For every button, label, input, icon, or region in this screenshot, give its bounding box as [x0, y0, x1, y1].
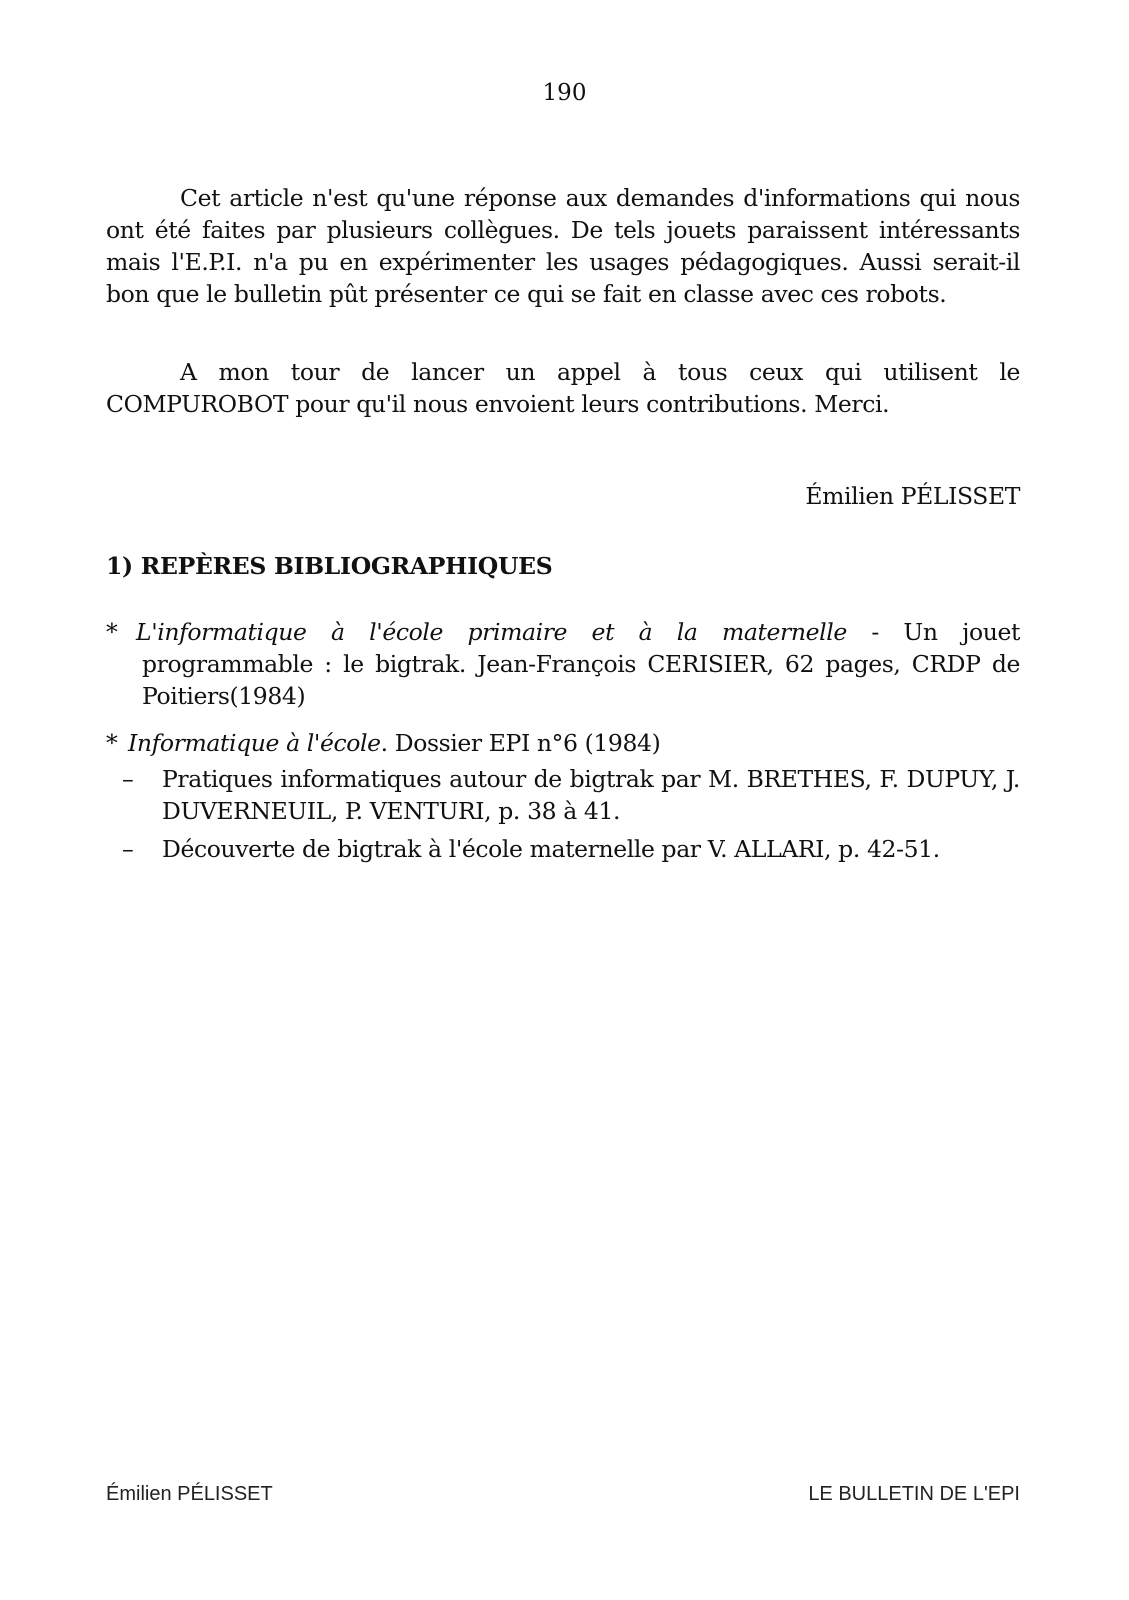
paragraph-text: Cet article n'est qu'une réponse aux demandes d'informations qui nous ont été faites par plusieurs collègues. De tels jouets paraissent intéressants mais l'E.P.I. n'a pu en expérimenter les usages pédagogiques. Aussi serait-il bon que le bulletin pût présenter ce qui se fait en classe avec ces robots. — [106, 184, 1020, 308]
signature: Émilien PÉLISSET — [805, 482, 1020, 510]
reference-title: Informatique à l'école — [128, 729, 381, 757]
sub-item-2 — [106, 833, 1020, 865]
reference-title: L'informatique à l'école primaire et à la maternelle — [136, 618, 847, 646]
footer-author: Émilien PÉLISSET — [106, 1483, 273, 1505]
reference-1 — [106, 616, 1020, 712]
paragraph-2 — [106, 356, 1020, 420]
reference-details: . Dossier EPI n°6 (1984) — [380, 729, 661, 757]
dash: – — [122, 765, 134, 793]
page-number: 190 — [542, 80, 587, 106]
reference-details: - Un jouet programmable : le bigtrak. Jean-François CERISIER, 62 pages, CRDP de Poitiers(1984) — [142, 618, 1021, 710]
footer-publication: LE BULLETIN DE L'EPI — [808, 1483, 1020, 1505]
paragraph-1 — [106, 182, 1020, 310]
dash: – — [122, 835, 134, 863]
bullet: * — [106, 618, 118, 646]
paragraph-text: A mon tour de lancer un appel à tous ceux qui utilisent le COMPUROBOT pour qu'il nous envoient leurs contributions. Merci. — [106, 358, 1020, 418]
bullet: * — [106, 729, 118, 757]
sub-item-text: Pratiques informatiques autour de bigtrak par M. BRETHES, F. DUPUY, J. DUVERNEUIL, P. VENTURI, p. 38 à 41. — [162, 765, 1020, 825]
sub-item-1 — [106, 763, 1020, 827]
reference-2 — [106, 727, 1020, 865]
section-heading: 1) REPÈRES BIBLIOGRAPHIQUES — [106, 552, 553, 580]
sub-item-text: Découverte de bigtrak à l'école maternelle par V. ALLARI, p. 42-51. — [162, 835, 940, 863]
